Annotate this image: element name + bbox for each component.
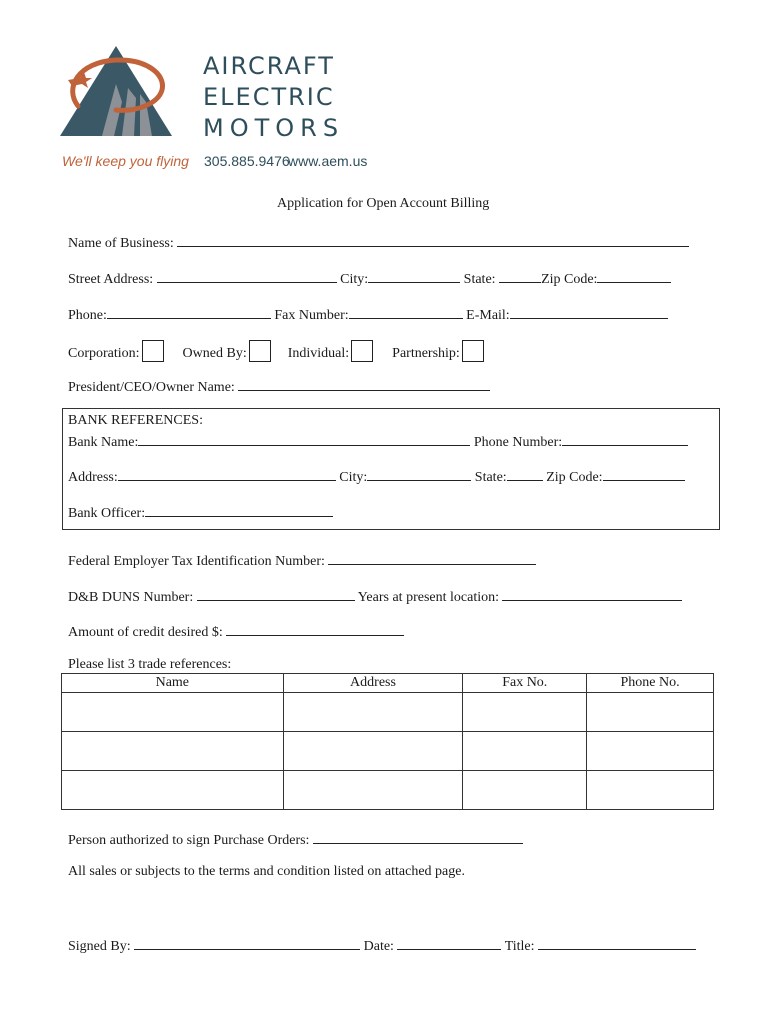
zip-field[interactable] (597, 268, 671, 283)
table-row (62, 693, 714, 732)
owned-by-label: Owned By: (182, 346, 247, 361)
table-row (62, 771, 714, 810)
individual-checkbox[interactable] (351, 340, 373, 362)
duns-field[interactable] (197, 586, 355, 601)
brand-line-2: ELECTRIC (203, 83, 335, 111)
company-website[interactable]: www.aem.us (288, 153, 368, 169)
signed-by-field[interactable] (134, 935, 360, 950)
duns-row (68, 586, 682, 606)
table-cell[interactable] (283, 693, 463, 732)
bank-state-field[interactable] (507, 466, 543, 481)
terms-text: All sales or subjects to the terms and condition listed on attached page. (68, 864, 465, 879)
street-address-field[interactable] (157, 268, 337, 283)
table-cell[interactable] (587, 693, 714, 732)
form-title: Application for Open Account Billing (277, 196, 490, 211)
fax-field[interactable] (349, 304, 463, 319)
table-cell[interactable] (62, 771, 284, 810)
authorized-row (68, 829, 523, 849)
column-header-fax: Fax No. (463, 674, 587, 693)
brand-line-3: MOTORS (203, 114, 345, 142)
fein-label: Federal Employer Tax Identification Number: (68, 554, 325, 569)
bank-city-label: City: (339, 470, 368, 485)
bank-name-row (68, 431, 688, 451)
bank-address-field[interactable] (118, 466, 336, 481)
table-cell[interactable] (62, 732, 284, 771)
partnership-checkbox[interactable] (462, 340, 484, 362)
years-label: Years at present location: (357, 590, 499, 605)
column-header-address: Address (283, 674, 463, 693)
years-field[interactable] (502, 586, 682, 601)
bank-phone-label: Phone Number: (473, 435, 563, 450)
authorized-field[interactable] (313, 829, 523, 844)
table-header-row (62, 674, 714, 693)
date-field[interactable] (397, 935, 501, 950)
partnership-label: Partnership: (392, 346, 460, 361)
table-cell[interactable] (283, 771, 463, 810)
signed-by-label: Signed By: (68, 939, 131, 954)
street-address-row (68, 268, 671, 288)
column-header-phone: Phone No. (587, 674, 714, 693)
president-row (68, 376, 490, 396)
bank-city-field[interactable] (367, 466, 471, 481)
duns-label: D&B DUNS Number: (68, 590, 194, 605)
logo-mark-icon (58, 44, 174, 140)
table-cell[interactable] (463, 693, 587, 732)
ownership-row (68, 340, 484, 362)
table-cell[interactable] (587, 732, 714, 771)
street-address-label: Street Address: (68, 272, 154, 287)
tagline: We'll keep you flying (62, 153, 189, 169)
bank-address-label: Address: (68, 470, 118, 485)
city-label: City: (340, 272, 369, 287)
individual-label: Individual: (287, 346, 350, 361)
name-of-business-field[interactable] (177, 232, 689, 247)
phone-label: Phone: (68, 308, 107, 323)
bank-officer-row (68, 502, 333, 522)
bank-officer-label: Bank Officer: (68, 506, 146, 521)
authorized-label: Person authorized to sign Purchase Orders: (68, 833, 310, 848)
title-label: Title: (504, 939, 535, 954)
bank-phone-field[interactable] (562, 431, 688, 446)
president-label: President/CEO/Owner Name: (68, 380, 235, 395)
owned-by-checkbox[interactable] (249, 340, 271, 362)
date-label: Date: (363, 939, 394, 954)
brand-line-1: AIRCRAFT (203, 52, 335, 80)
email-label: E-Mail: (466, 308, 510, 323)
trade-references-label: Please list 3 trade references: (68, 657, 232, 672)
table-cell[interactable] (587, 771, 714, 810)
email-field[interactable] (510, 304, 668, 319)
company-phone: 305.885.9476 (204, 153, 290, 169)
state-field[interactable] (499, 268, 541, 283)
credit-row (68, 621, 404, 641)
zip-label: Zip Code: (541, 272, 598, 287)
signature-row (68, 935, 696, 955)
table-cell[interactable] (283, 732, 463, 771)
fein-row (68, 550, 536, 570)
name-of-business-row (68, 232, 689, 252)
bank-state-label: State: (474, 470, 507, 485)
credit-label: Amount of credit desired $: (68, 625, 223, 640)
corporation-label: Corporation: (68, 346, 140, 361)
title-field[interactable] (538, 935, 696, 950)
bank-zip-field[interactable] (603, 466, 685, 481)
bank-officer-field[interactable] (145, 502, 333, 517)
contact-row (68, 304, 668, 324)
phone-field[interactable] (107, 304, 271, 319)
state-label: State: (463, 272, 496, 287)
name-of-business-label: Name of Business: (68, 236, 174, 251)
company-logo (58, 44, 174, 140)
column-header-name: Name (62, 674, 284, 693)
credit-field[interactable] (226, 621, 404, 636)
fax-label: Fax Number: (274, 308, 349, 323)
bank-zip-label: Zip Code: (546, 470, 603, 485)
table-cell[interactable] (463, 732, 587, 771)
table-row (62, 732, 714, 771)
bank-references-heading: BANK REFERENCES: (68, 413, 203, 428)
corporation-checkbox[interactable] (142, 340, 164, 362)
trade-references-table (61, 673, 714, 810)
table-cell[interactable] (62, 693, 284, 732)
bank-name-field[interactable] (138, 431, 470, 446)
bank-address-row (68, 466, 685, 486)
fein-field[interactable] (328, 550, 536, 565)
table-cell[interactable] (463, 771, 587, 810)
bank-name-label: Bank Name: (68, 435, 139, 450)
city-field[interactable] (368, 268, 460, 283)
president-field[interactable] (238, 376, 490, 391)
